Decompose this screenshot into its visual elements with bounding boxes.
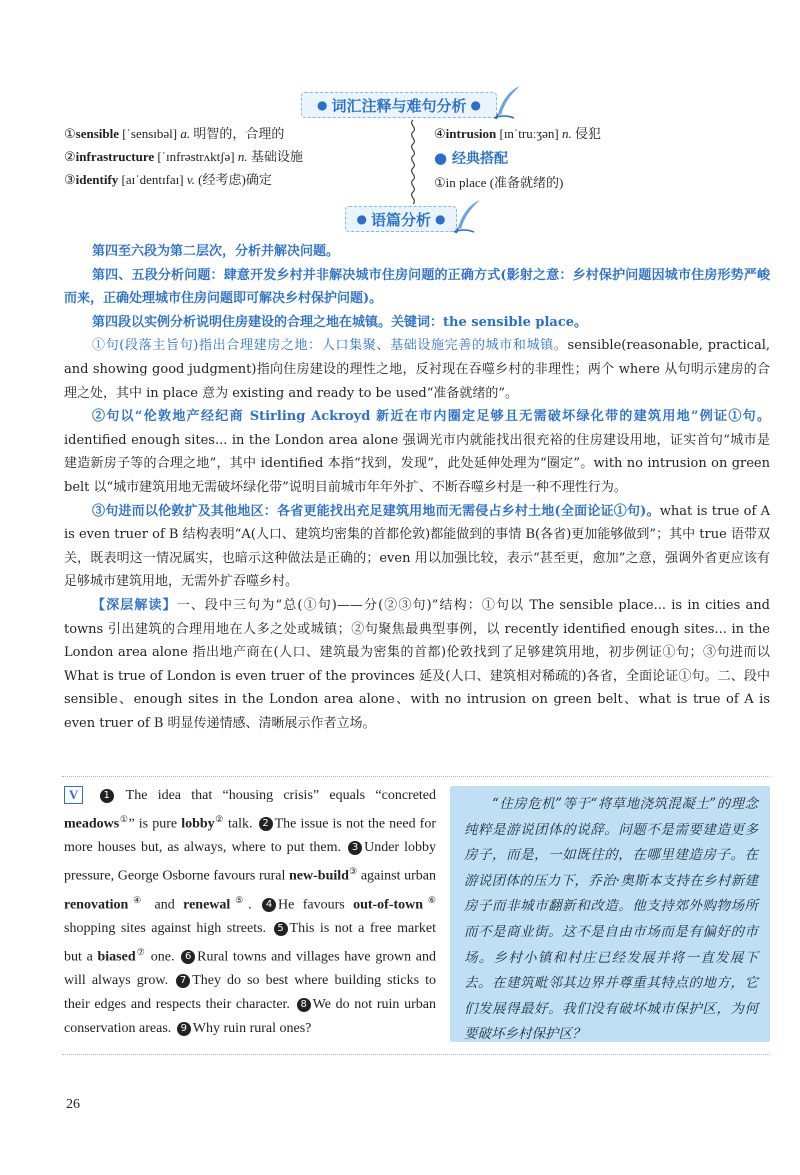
analysis-para: 第四至六段为第二层次，分析并解决问题。 xyxy=(92,244,340,259)
analysis-banner-title: 语篇分析 xyxy=(370,210,431,229)
translation-box xyxy=(450,786,770,1042)
analysis-para: 第四、五段分析问题：肆意开发乡村并非解决城市住房问题的正确方式(影射之意：乡村保护问题因城市住房形势严峻而来，正确处理城市住房问题即可解决乡村保护问题)。 xyxy=(64,267,770,307)
dot-icon: ● xyxy=(356,212,367,226)
chain-divider xyxy=(406,118,420,204)
analysis-para: ①句(段落主旨句)指出合理建房之地：人口集聚、基础设施完善的城市和城镇。sensible(reasonable, practical, and showing good judgment)指向住房建设的理性之地，反衬现在吞噬乡村的非理性；两个 where 从句明示建房的合理之处，其中 in place 意为 existing and ready to be used“准备就绪的”。 xyxy=(64,338,770,401)
dot-icon: ● xyxy=(470,98,481,112)
analysis-para: ②句以“伦敦地产经纪商 Stirling Ackroyd 新近在市内圈定足够且无需破坏绿化带的建筑用地”例证①句。identified enough sites... in the London area alone 强调光市内就能找出很充裕的住房建设用地，证实首句“城市是建造新房子等的合理之地”，其中 identified 本指“找到，发现”，此处延伸处理为“圈定”。with no intrusion on green belt 以“城市建筑用地无需破坏绿化带”说明目前城市年年外扩、不断吞噬乡村是一种不理性行为。 xyxy=(64,409,770,495)
dot-icon: ● xyxy=(317,98,328,112)
vocab-list-right xyxy=(434,122,774,194)
vocab-list-left xyxy=(64,122,404,191)
vocab-item: ③identify [aɪˈdentɪfaɪ] v. (经考虑)确定 xyxy=(64,172,272,187)
divider-bottom xyxy=(62,1054,770,1055)
analysis-banner xyxy=(345,206,457,232)
passage-text: V 1 The idea that “housing crisis” equals “concreted meadows①” is pure lobby② talk. 2 The issue is not the need for more houses but, as always, where to put them. 3 Under lobby pressure, George Osborne favours rural new-build③ against urban renovation④ and renewal⑤. 4 He favours out-of-town⑥ shopping sites against high streets. 5 This is not a free market but a biased⑦ one. 6 Rural towns and villages have grown and will always grow. 7 They do so best where building sticks to their edges and respects their character. 8 We do not ruin urban conservation areas. 9 Why ruin rural ones? xyxy=(64,787,437,1036)
dot-icon: ● xyxy=(435,212,446,226)
vocab-banner-title: 词汇注释与难句分析 xyxy=(331,96,467,115)
vocab-banner xyxy=(301,92,497,118)
collocation-title: ● 经典搭配 xyxy=(434,149,508,167)
vocab-item: ①sensible [ˈsensɪbəl] a. 明智的，合理的 xyxy=(64,126,285,141)
quill-icon xyxy=(452,198,484,234)
bullet-icon: ● xyxy=(434,149,448,167)
divider-top xyxy=(62,776,770,777)
quill-icon xyxy=(492,84,524,120)
vocab-item: ②infrastructure [ˈɪnfrəstrʌktʃə] n. 基础设施 xyxy=(64,149,303,164)
page-number: 26 xyxy=(66,1097,80,1112)
translation-text: “住房危机”等于“将草地浇筑混凝土”的理念纯粹是游说团体的说辞。问题不是需要建造更多房子，而是，一如既往的，在哪里建造房子。在游说团体的压力下，乔治·奥斯本支持在乡村新建房子而非城市翻新和改造。他支持郊外购物场所而不是商业街。这不是自由市场而是有偏好的市场。乡村小镇和村庄已经发展并将一直发展下去。在建筑毗邻其边界并尊重其特点的地方，它们发展得最好。我们没有破坏城市保护区，为何要破坏乡村保护区？ xyxy=(464,796,758,1043)
analysis-section xyxy=(64,240,770,735)
analysis-para: 第四段以实例分析说明住房建设的合理之地在城镇。关键词：the sensible place。 xyxy=(92,314,588,330)
collocation-item: ①in place (准备就绪的) xyxy=(434,175,564,190)
deep-reading-label: 【深层解读】 xyxy=(92,597,177,613)
paragraph-label: V xyxy=(64,786,83,804)
vocab-item: ④intrusion [ɪnˈtruːʒən] n. 侵犯 xyxy=(434,126,601,141)
analysis-para: ③句进而以伦敦扩及其他地区：各省更能找出充足建筑用地而无需侵占乡村土地(全面论证①句)。what is true of A is even truer of B 结构表明“A(人口、建筑均密集的首都伦敦)都能做到的事情 B(各省)更加能够做到”；其中 true 语带双关，既表明这一情况属实，也暗示这种做法是正确的；even 用以加强比较，表示“甚至更，愈加”之意，强调外省更应该有足够城市建筑用地，无需外扩吞噬乡村。 xyxy=(64,503,770,590)
deep-reading: 【深层解读】一、段中三句为“总(①句)——分(②③句)”结构：①句以 The sensible place... is in cities and towns 引出建筑的合理用地在人多之处或城镇；②句聚焦最典型事例，以 recently identified enough sites... in the London area alone 指出地产商在(人口、建筑最为密集的首都)伦敦找到了足够建筑用地，初步例证①句；③句进而以 What is true of London is even truer of the provinces 延及(人口、建筑相对稀疏的)各省，全面论证①句。二、段中 sensible、enough sites in the London area alone、with no intrusion on green belt、what is true of A is even truer of B 明显传递情感、清晰展示作者立场。 xyxy=(64,597,770,731)
